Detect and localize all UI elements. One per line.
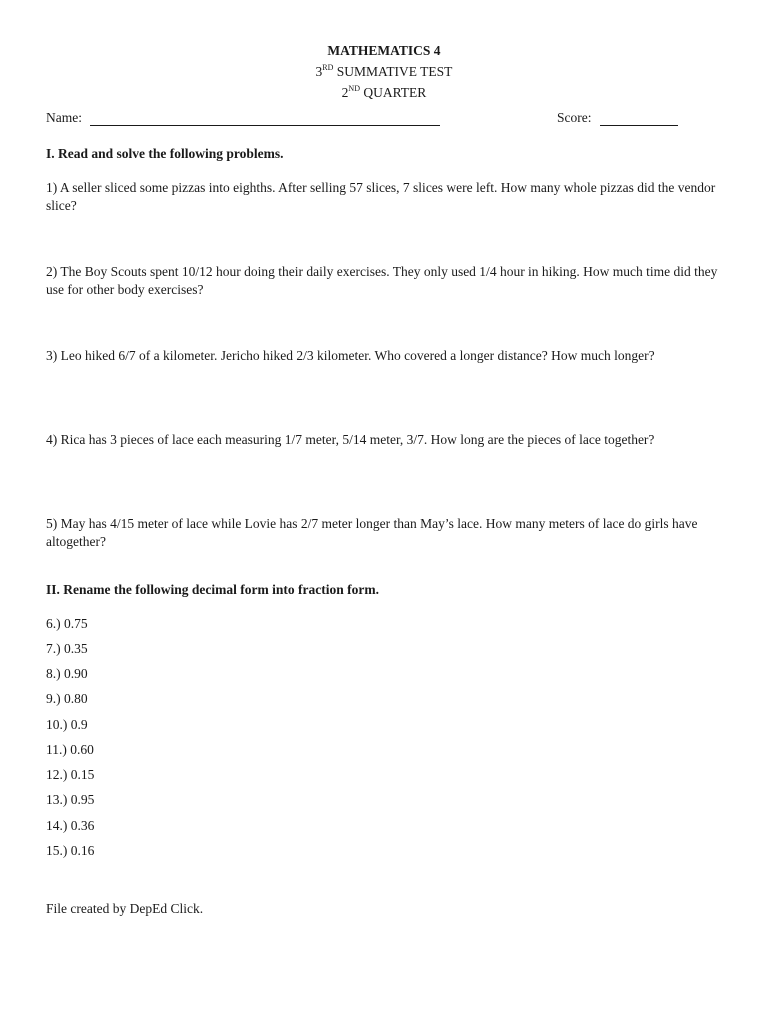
footer-credit: File created by DepEd Click.	[46, 901, 204, 916]
quarter-label	[0, 80, 768, 101]
name-label: Name:	[46, 110, 82, 125]
list-item: 6.) 0.75	[46, 616, 88, 631]
name-blank-line	[90, 125, 440, 126]
part2-heading: II. Rename the following decimal form into fraction form.	[46, 582, 379, 597]
list-item: 15.) 0.16	[46, 843, 95, 858]
subject-title: MATHEMATICS 4	[327, 43, 441, 58]
quarter-text: QUARTER	[359, 85, 427, 100]
test-type-label: SUMMATIVE TEST	[333, 64, 453, 79]
list-item: 7.) 0.35	[46, 641, 88, 656]
problem-1: 1) A seller sliced some pizzas into eighths. After selling 57 slices, 7 slices were left. How many whole pizzas did the vendor slice?	[46, 180, 716, 213]
list-item: 10.) 0.9	[46, 717, 88, 732]
score-label: Score:	[557, 110, 592, 125]
list-item: 12.) 0.15	[46, 767, 95, 782]
test-header	[0, 42, 768, 101]
quarter-ordinal: ND	[348, 84, 360, 93]
part1-heading: I. Read and solve the following problems.	[46, 146, 284, 161]
list-item: 11.) 0.60	[46, 742, 94, 757]
score-blank-line	[600, 125, 678, 126]
quarter-number: 2	[341, 85, 349, 100]
problem-3: 3) Leo hiked 6/7 of a kilometer. Jericho hiked 2/3 kilometer. Who covered a longer distance? How much longer?	[46, 348, 655, 363]
list-item: 9.) 0.80	[46, 691, 88, 706]
list-item: 14.) 0.36	[46, 818, 95, 833]
test-type	[0, 59, 768, 80]
name-score-row	[46, 110, 726, 128]
list-item: 13.) 0.95	[46, 792, 95, 807]
problem-5: 5) May has 4/15 meter of lace while Lovie has 2/7 meter longer than May’s lace. How many meters of lace do girls have altogether?	[46, 516, 698, 549]
test-number-ordinal: RD	[322, 63, 334, 72]
problem-4: 4) Rica has 3 pieces of lace each measuring 1/7 meter, 5/14 meter, 3/7. How long are the pieces of lace together?	[46, 432, 655, 447]
list-item: 8.) 0.90	[46, 666, 88, 681]
test-number: 3	[315, 64, 323, 79]
problem-2: 2) The Boy Scouts spent 10/12 hour doing their daily exercises. They only used 1/4 hour in hiking. How much time did they use for other body exercises?	[46, 264, 718, 297]
